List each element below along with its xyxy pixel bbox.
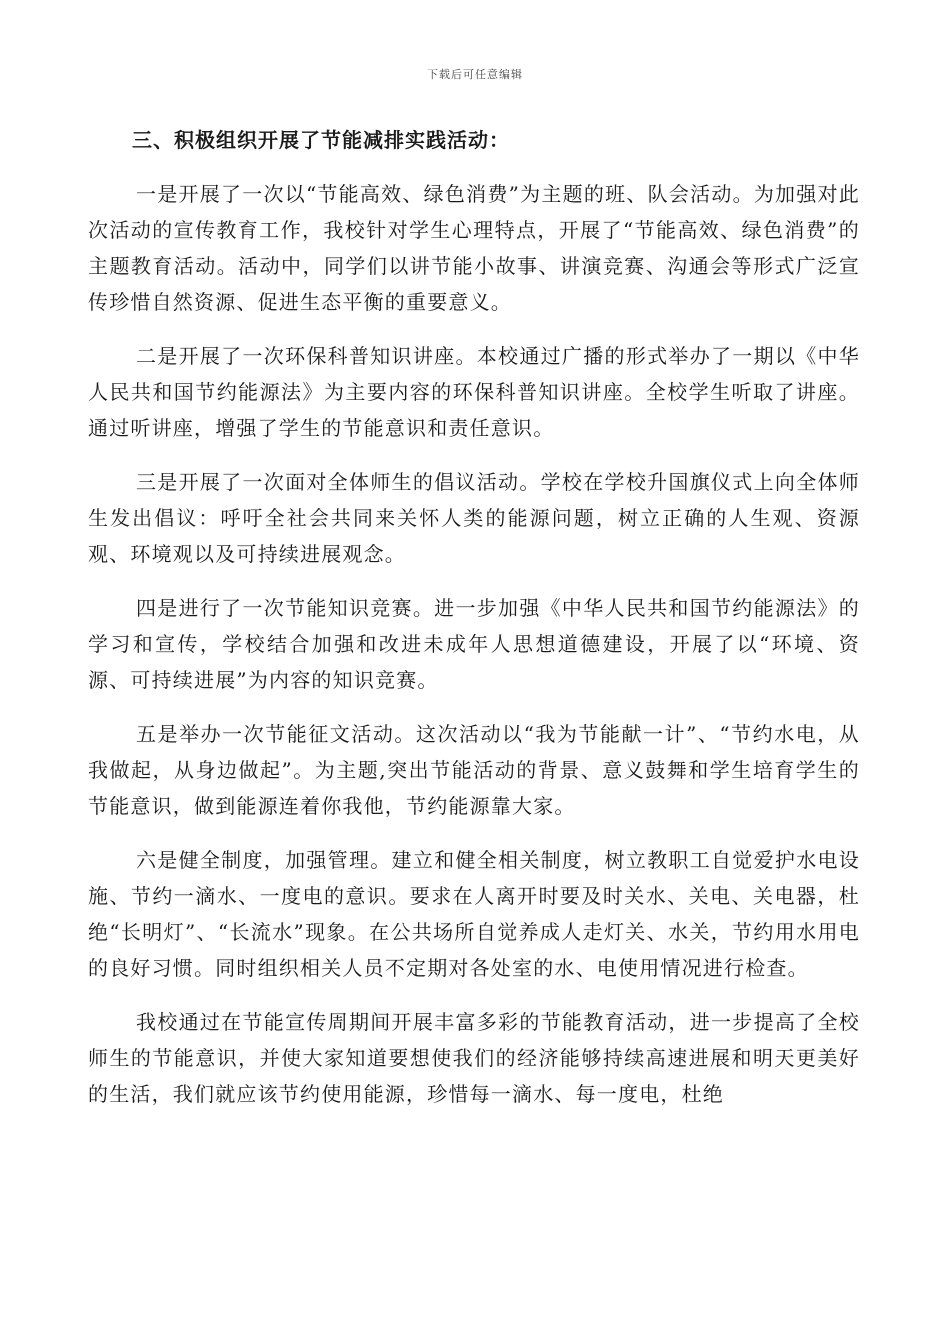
paragraph-1: 一是开展了一次以“节能高效、绿色消费”为主题的班、队会活动。为加强对此次活动的宣传教育工作，我校针对学生心理特点，开展了“节能高效、绿色消费”的主题教育活动。活动中，同学们以讲节能小故事、讲演竞赛、沟通会等形式广泛宣传珍惜自然资源、促进生态平衡的重要意义。 — [88, 182, 860, 314]
document-body — [88, 122, 860, 1130]
paragraph-5: 五是举办一次节能征文活动。这次活动以“我为节能献一计”、“节约水电，从我做起，从身边做起”。为主题,突出节能活动的背景、意义鼓舞和学生培育学生的节能意识，做到能源连着你我他，节约能源靠大家。 — [88, 722, 860, 818]
paragraph-2: 二是开展了一次环保科普知识讲座。本校通过广播的形式举办了一期以《中华人民共和国节约能源法》为主要内容的环保科普知识讲座。全校学生听取了讲座。通过听讲座，增强了学生的节能意识和责任意识。 — [88, 344, 860, 440]
paragraph-7: 我校通过在节能宣传周期间开展丰富多彩的节能教育活动，进一步提高了全校师生的节能意识，并使大家知道要想使我们的经济能够持续高速进展和明天更美好的生活，我们就应该节约使用能源，珍惜每一滴水、每一度电，杜绝 — [88, 1010, 860, 1106]
paragraph-6: 六是健全制度，加强管理。建立和健全相关制度，树立教职工自觉爱护水电设施、节约一滴水、一度电的意识。要求在人离开时要及时关水、关电、关电器，杜绝“长明灯”、“长流水”现象。在公共场所自觉养成人走灯关、水关，节约用水用电的良好习惯。同时组织相关人员不定期对各处室的水、电使用情况进行检查。 — [88, 848, 860, 980]
paragraph-3: 三是开展了一次面对全体师生的倡议活动。学校在学校升国旗仪式上向全体师生发出倡议：呼吁全社会共同来关怀人类的能源问题，树立正确的人生观、资源观、环境观以及可持续进展观念。 — [88, 470, 860, 566]
paragraph-4: 四是进行了一次节能知识竞赛。进一步加强《中华人民共和国节约能源法》的学习和宣传，学校结合加强和改进未成年人思想道德建设，开展了以“环境、资源、可持续进展”为内容的知识竞赛。 — [88, 596, 860, 692]
section-heading: 三、积极组织开展了节能减排实践活动： — [132, 128, 510, 152]
page-header-note: 下载后可任意编辑 — [427, 68, 523, 81]
